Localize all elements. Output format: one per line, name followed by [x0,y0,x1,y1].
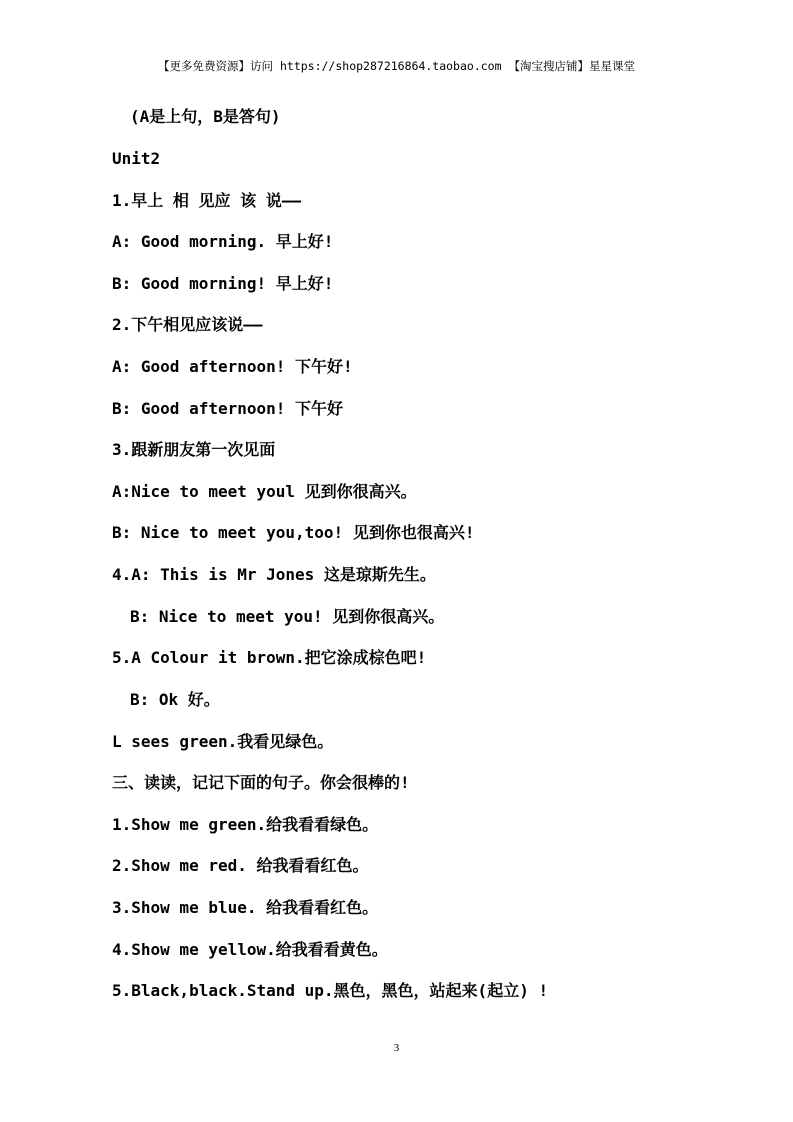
text-line: A: Good afternoon! 下午好! [112,357,353,376]
text-line: 4.Show me yellow.给我看看黄色。 [112,940,388,959]
text-line: L sees green.我看见绿色。 [112,732,334,751]
text-line: 5.A Colour it brown.把它涂成棕色吧! [112,648,427,667]
text-line: B: Ok 好。 [130,690,220,709]
text-line: 5.Black,black.Stand up.黑色，黑色，站起来(起立) ! [112,981,549,1000]
note-line: (A是上句，B是答句) [130,107,281,126]
text-line: 4.A: This is Mr Jones 这是琼斯先生。 [112,565,436,584]
text-line: 1.早上 相 见应 该 说—— [112,191,302,210]
text-line: 3.Show me blue. 给我看看红色。 [112,898,379,917]
text-line: A:Nice to meet youl 见到你很高兴。 [112,482,417,501]
text-line: B: Good morning! 早上好! [112,274,334,293]
text-line: 2.下午相见应该说—— [112,315,263,334]
page-header: 【更多免费资源】访问 https://shop287216864.taobao.com 【淘宝搜店铺】星星课堂 [158,59,635,73]
text-line: B: Nice to meet you,too! 见到你也很高兴! [112,523,475,542]
text-line: 1.Show me green.给我看看绿色。 [112,815,379,834]
text-line: 2.Show me red. 给我看看红色。 [112,856,369,875]
text-line: B: Nice to meet you! 见到你很高兴。 [130,607,445,626]
unit-heading: Unit2 [112,149,161,168]
page-number: 3 [393,1042,400,1054]
text-line: A: Good morning. 早上好! [112,232,334,251]
text-line: B: Good afternoon! 下午好 [112,399,344,418]
section-heading: 三、读读，记记下面的句子。你会很棒的! [112,773,410,792]
text-line: 3.跟新朋友第一次见面 [112,440,276,459]
